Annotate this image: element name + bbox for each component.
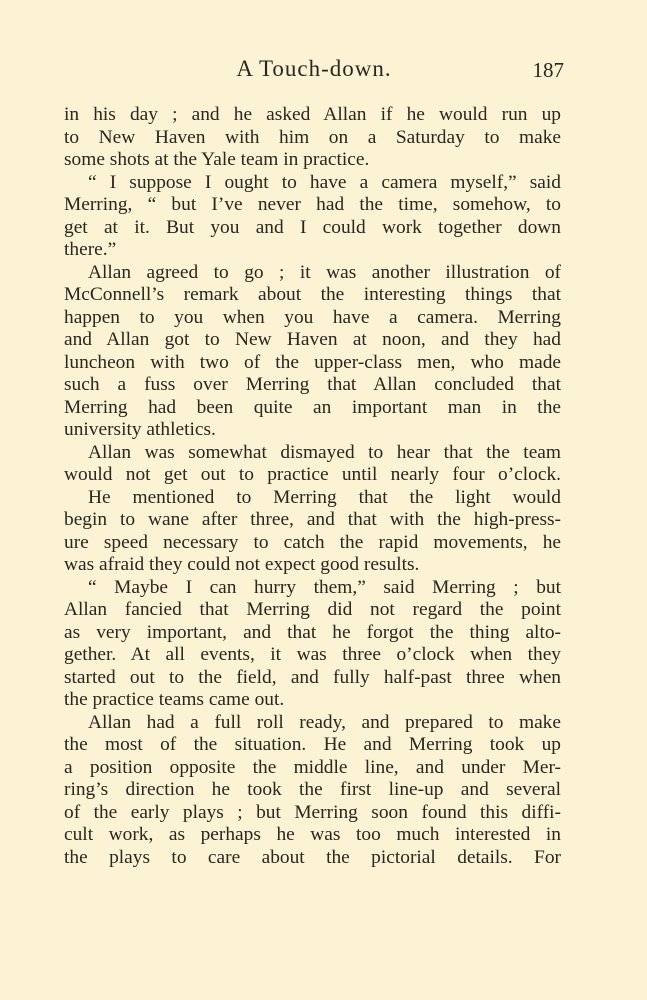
text-line: to New Haven with him on a Saturday to make: [64, 126, 561, 148]
text-line: of the early plays ; but Merring soon found this diffi-: [64, 801, 561, 823]
text-line: as very important, and that he forgot the thing alto-: [64, 621, 561, 643]
text-line: ure speed necessary to catch the rapid movements, he: [64, 531, 561, 553]
text-line: “ Maybe I can hurry them,” said Merring ; but: [88, 576, 561, 598]
text-line: a position opposite the middle line, and under Mer-: [64, 756, 561, 778]
text-line: Merring had been quite an important man in the: [64, 396, 561, 418]
text-line: would not get out to practice until nearly four o’clock.: [64, 464, 561, 485]
text-line: and Allan got to New Haven at noon, and they had: [64, 329, 561, 350]
text-line: happen to you when you have a camera. Merring: [64, 306, 561, 328]
text-line: in his day ; and he asked Allan if he would run up: [64, 104, 561, 125]
text-line: cult work, as perhaps he was too much interested in: [64, 824, 561, 845]
text-line: Allan fancied that Merring did not regard the point: [64, 599, 561, 620]
text-line: begin to wane after three, and that with the high-press-: [64, 509, 561, 530]
page-header: [64, 56, 564, 90]
text-line: He mentioned to Merring that the light would: [88, 486, 561, 508]
text-line: there.”: [64, 239, 117, 260]
text-line: the most of the situation. He and Merring took up: [64, 734, 561, 755]
text-line: get at it. But you and I could work together down: [64, 216, 561, 238]
text-line: such a fuss over Merring that Allan concluded that: [64, 374, 561, 395]
text-line: Allan agreed to go ; it was another illustration of: [88, 261, 561, 283]
text-line: gether. At all events, it was three o’clock when they: [64, 644, 561, 665]
text-line: luncheon with two of the upper-class men, who made: [64, 351, 561, 373]
text-line: Allan was somewhat dismayed to hear that the team: [88, 441, 561, 463]
body-text: [64, 104, 561, 869]
text-line: some shots at the Yale team in practice.: [64, 149, 370, 170]
text-line: “ I suppose I ought to have a camera myself,” said: [88, 171, 561, 193]
running-title: A Touch-down.: [236, 56, 392, 81]
page-number: 187: [532, 58, 564, 82]
text-line: the practice teams came out.: [64, 689, 285, 710]
text-line: the plays to care about the pictorial details. For: [64, 846, 561, 868]
text-line: was afraid they could not expect good results.: [64, 554, 420, 575]
text-line: university athletics.: [64, 419, 216, 440]
text-line: Allan had a full roll ready, and prepared to make: [88, 711, 561, 733]
text-line: McConnell’s remark about the interesting things that: [64, 284, 561, 305]
text-line: Merring, “ but I’ve never had the time, somehow, to: [64, 194, 561, 215]
text-line: ring’s direction he took the first line-up and several: [64, 779, 561, 800]
text-line: started out to the field, and fully half-past three when: [64, 666, 561, 688]
